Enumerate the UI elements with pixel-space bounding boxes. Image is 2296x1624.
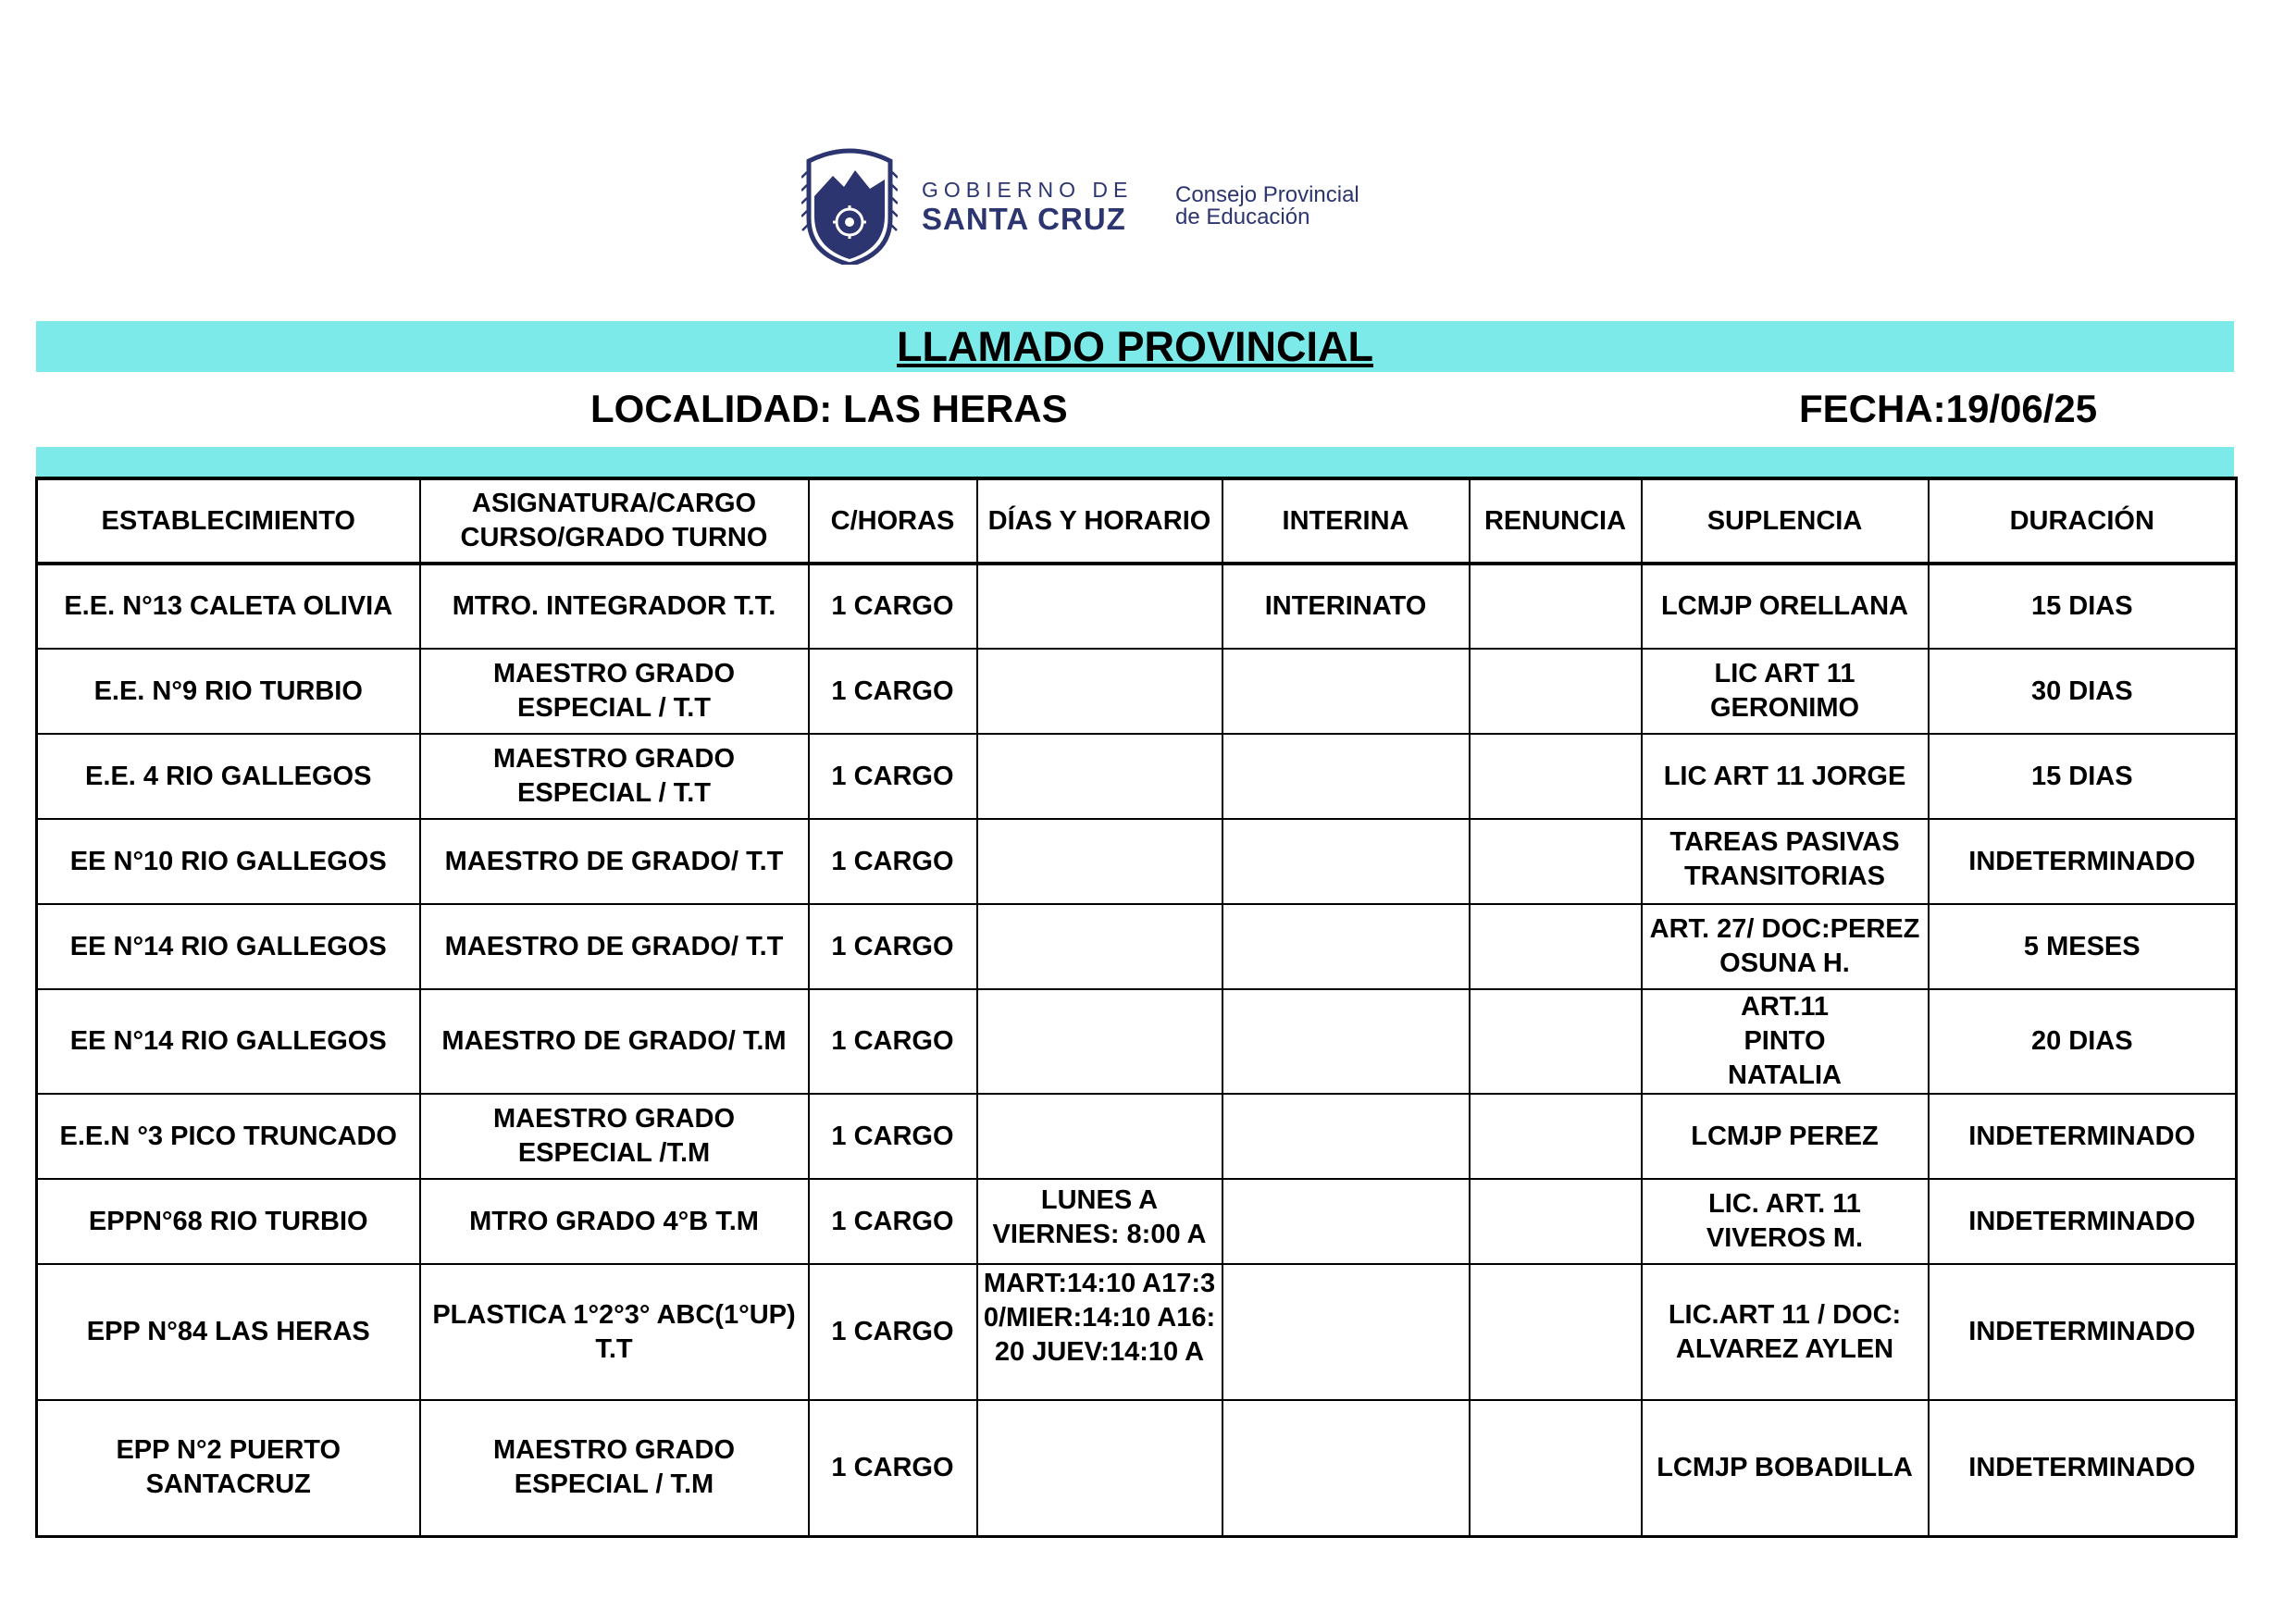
cell-renuncia xyxy=(1470,649,1642,734)
cell-asignatura: MAESTRO GRADO ESPECIAL / T.M xyxy=(420,1400,809,1536)
santa-cruz-seal-icon xyxy=(801,144,898,265)
cell-dias-horario xyxy=(977,1094,1222,1179)
cell-renuncia xyxy=(1470,564,1642,649)
cell-duracion: INDETERMINADO xyxy=(1929,1264,2237,1400)
cell-duracion: INDETERMINADO xyxy=(1929,819,2237,904)
cell-horas: 1 CARGO xyxy=(809,1094,977,1179)
cell-asignatura: MAESTRO DE GRADO/ T.T xyxy=(420,819,809,904)
vacancies-table xyxy=(35,477,2238,1538)
date-label: FECHA:19/06/25 xyxy=(1799,387,2098,430)
cell-interina xyxy=(1222,734,1470,819)
cell-duracion: 5 MESES xyxy=(1929,904,2237,989)
cell-establecimiento: E.E.N °3 PICO TRUNCADO xyxy=(37,1094,420,1179)
cell-dias-horario xyxy=(977,904,1222,989)
cell-establecimiento: EPPN°68 RIO TURBIO xyxy=(37,1179,420,1264)
cell-suplencia: LIC.ART 11 / DOC: ALVAREZ AYLEN xyxy=(1642,1264,1929,1400)
separator-band xyxy=(36,447,2234,477)
cell-suplencia: LCMJP ORELLANA xyxy=(1642,564,1929,649)
cell-asignatura: MAESTRO GRADO ESPECIAL /T.M xyxy=(420,1094,809,1179)
table-body xyxy=(37,564,2237,1536)
cell-duracion: 30 DIAS xyxy=(1929,649,2237,734)
cell-interina xyxy=(1222,819,1470,904)
table-row xyxy=(37,819,2237,904)
column-header-establecimiento: ESTABLECIMIENTO xyxy=(37,478,420,564)
cell-duracion: INDETERMINADO xyxy=(1929,1094,2237,1179)
cell-interina xyxy=(1222,1264,1470,1400)
cell-renuncia xyxy=(1470,989,1642,1094)
cell-dias-horario xyxy=(977,564,1222,649)
council-name-line2: de Educación xyxy=(1175,205,1310,229)
table-row xyxy=(37,904,2237,989)
cell-dias-horario xyxy=(977,1179,1222,1264)
cell-duracion: INDETERMINADO xyxy=(1929,1179,2237,1264)
cell-dias-horario xyxy=(977,989,1222,1094)
cell-dias-horario xyxy=(977,649,1222,734)
cell-horas: 1 CARGO xyxy=(809,1264,977,1400)
cell-suplencia-text: TAREAS PASIVAS TRANSITORIAS xyxy=(1669,827,1900,891)
table-header-row xyxy=(37,478,2237,564)
cell-asignatura: MTRO GRADO 4°B T.M xyxy=(420,1179,809,1264)
cell-suplencia: ART. 27/ DOC:PEREZ OSUNA H. xyxy=(1642,904,1929,989)
cell-establecimiento: EPP N°2 PUERTO SANTACRUZ xyxy=(37,1400,420,1536)
cell-interina: INTERINATO xyxy=(1222,564,1470,649)
cell-dias-horario-text: LUNES A VIERNES: 8:00 A xyxy=(992,1185,1207,1249)
government-name-line1: GOBIERNO DE xyxy=(922,178,1134,202)
table-row xyxy=(37,1264,2237,1400)
cell-horas: 1 CARGO xyxy=(809,564,977,649)
cell-duracion: 15 DIAS xyxy=(1929,564,2237,649)
cell-horas: 1 CARGO xyxy=(809,904,977,989)
cell-renuncia xyxy=(1470,1264,1642,1400)
cell-duracion: 15 DIAS xyxy=(1929,734,2237,819)
column-header-horas: C/HORAS xyxy=(809,478,977,564)
cell-duracion: 20 DIAS xyxy=(1929,989,2237,1094)
cell-asignatura: MAESTRO GRADO ESPECIAL / T.T xyxy=(420,649,809,734)
cell-horas: 1 CARGO xyxy=(809,1179,977,1264)
cell-suplencia: LIC. ART. 11 VIVEROS M. xyxy=(1642,1179,1929,1264)
column-header-suplencia: SUPLENCIA xyxy=(1642,478,1929,564)
cell-interina xyxy=(1222,649,1470,734)
cell-suplencia: LIC ART 11 JORGE xyxy=(1642,734,1929,819)
cell-interina xyxy=(1222,904,1470,989)
cell-dias-horario xyxy=(977,734,1222,819)
cell-suplencia: LCMJP PEREZ xyxy=(1642,1094,1929,1179)
cell-suplencia: LIC ART 11 GERONIMO xyxy=(1642,649,1929,734)
cell-horas: 1 CARGO xyxy=(809,649,977,734)
locality-label: LOCALIDAD: LAS HERAS xyxy=(590,387,1068,430)
cell-horas: 1 CARGO xyxy=(809,734,977,819)
cell-asignatura: MTRO. INTEGRADOR T.T. xyxy=(420,564,809,649)
cell-suplencia: LCMJP BOBADILLA xyxy=(1642,1400,1929,1536)
cell-dias-horario xyxy=(977,1400,1222,1536)
cell-establecimiento: EE N°14 RIO GALLEGOS xyxy=(37,989,420,1094)
column-header-dias-horario: DÍAS Y HORARIO xyxy=(977,478,1222,564)
cell-duracion: INDETERMINADO xyxy=(1929,1400,2237,1536)
column-header-asignatura: ASIGNATURA/CARGO CURSO/GRADO TURNO xyxy=(420,478,809,564)
cell-asignatura: MAESTRO DE GRADO/ T.T xyxy=(420,904,809,989)
cell-renuncia xyxy=(1470,1400,1642,1536)
cell-establecimiento: E.E. N°9 RIO TURBIO xyxy=(37,649,420,734)
column-header-renuncia: RENUNCIA xyxy=(1470,478,1642,564)
page-title: LLAMADO PROVINCIAL xyxy=(897,323,1373,370)
cell-dias-horario xyxy=(977,819,1222,904)
cell-establecimiento: EPP N°84 LAS HERAS xyxy=(37,1264,420,1400)
table-row xyxy=(37,1094,2237,1179)
cell-establecimiento: EE N°14 RIO GALLEGOS xyxy=(37,904,420,989)
cell-suplencia xyxy=(1642,819,1929,904)
cell-establecimiento: E.E. 4 RIO GALLEGOS xyxy=(37,734,420,819)
cell-interina xyxy=(1222,1400,1470,1536)
government-name-line2: SANTA CRUZ xyxy=(922,202,1126,236)
cell-renuncia xyxy=(1470,1179,1642,1264)
cell-asignatura: MAESTRO GRADO ESPECIAL / T.T xyxy=(420,734,809,819)
cell-asignatura: PLASTICA 1°2°3° ABC(1°UP) T.T xyxy=(420,1264,809,1400)
cell-horas: 1 CARGO xyxy=(809,989,977,1094)
cell-interina xyxy=(1222,1094,1470,1179)
table-row xyxy=(37,1179,2237,1264)
cell-renuncia xyxy=(1470,819,1642,904)
table-row xyxy=(37,734,2237,819)
column-header-duracion: DURACIÓN xyxy=(1929,478,2237,564)
cell-asignatura: MAESTRO DE GRADO/ T.M xyxy=(420,989,809,1094)
table-row xyxy=(37,649,2237,734)
cell-horas: 1 CARGO xyxy=(809,819,977,904)
cell-interina xyxy=(1222,1179,1470,1264)
table-header xyxy=(37,478,2237,564)
council-name-line1: Consejo Provincial xyxy=(1175,182,1359,207)
cell-dias-horario xyxy=(977,1264,1222,1400)
cell-horas: 1 CARGO xyxy=(809,1400,977,1536)
cell-interina xyxy=(1222,989,1470,1094)
cell-dias-horario-text: MART:14:10 A17:30/MIER:14:10 A16:20 JUEV:14:10 A xyxy=(983,1269,1216,1367)
cell-renuncia xyxy=(1470,1094,1642,1179)
government-logo xyxy=(801,144,1394,269)
cell-establecimiento: EE N°10 RIO GALLEGOS xyxy=(37,819,420,904)
column-header-interina: INTERINA xyxy=(1222,478,1470,564)
table-row xyxy=(37,989,2237,1094)
table-row xyxy=(37,1400,2237,1536)
cell-establecimiento: E.E. N°13 CALETA OLIVIA xyxy=(37,564,420,649)
cell-renuncia xyxy=(1470,904,1642,989)
cell-suplencia: ART.11 PINTO NATALIA xyxy=(1642,989,1929,1094)
table-row xyxy=(37,564,2237,649)
cell-renuncia xyxy=(1470,734,1642,819)
